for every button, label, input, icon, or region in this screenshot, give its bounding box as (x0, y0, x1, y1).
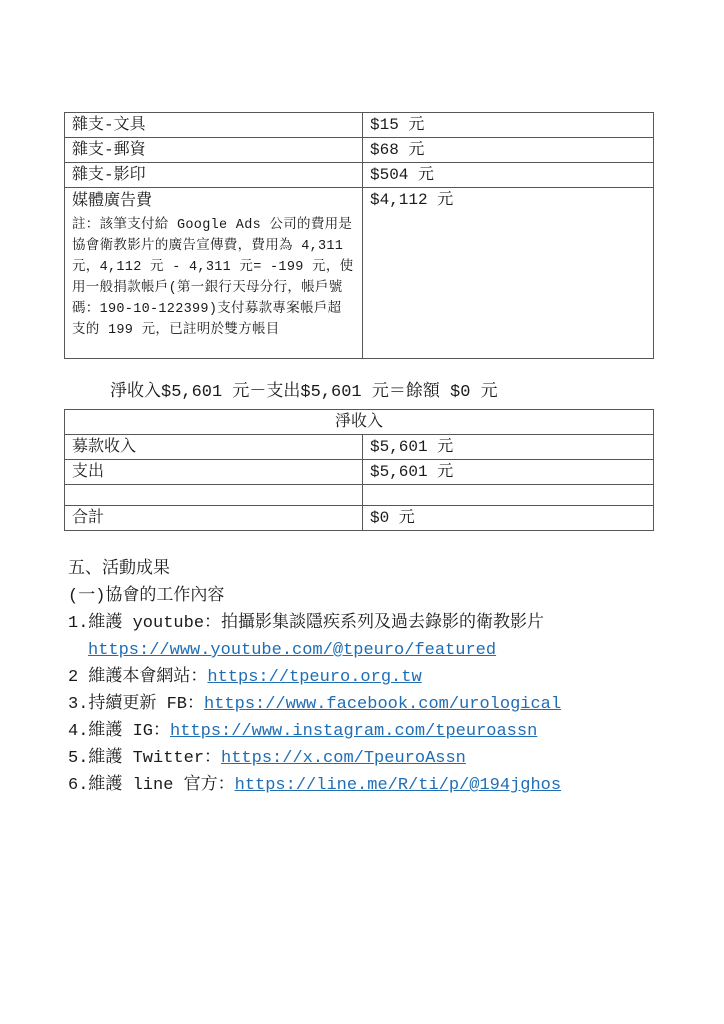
net-label-empty (65, 485, 363, 506)
table-row (65, 485, 654, 506)
net-value-empty (363, 485, 654, 506)
list-item-facebook (68, 691, 561, 718)
table-row (65, 138, 654, 163)
expense-label-copying: 雜支-影印 (65, 163, 363, 188)
expense-note-media-ads: 註：該筆支付給 Google Ads 公司的費用是協會衛教影片的廣告宣傳費，費用為 4,311 元，4,112 元 - 4,311 元= -199 元，使用一般捐款帳戶(第一銀行天母分行，帳戶號碼：190-10-122399)支付募款專案帳戶超支的 199 元，已註明於雙方帳目 (72, 218, 354, 338)
list-item-twitter-text: 5.維護 Twitter： (68, 749, 222, 768)
section-heading: 五、活動成果 (68, 560, 170, 579)
list-item-youtube (68, 610, 561, 637)
expense-value-copying: $504 元 (363, 163, 654, 188)
line-link[interactable]: https://line.me/R/ti/p/@194jghos (234, 776, 562, 795)
list-item-website-text: 2 維護本會網站： (68, 668, 208, 687)
list-item-facebook-text: 3.持續更新 FB： (68, 695, 205, 714)
net-label-donation-income: 募款收入 (65, 435, 363, 460)
list-item-website (68, 664, 561, 691)
twitter-link[interactable]: https://x.com/TpeuroAssn (221, 749, 466, 768)
expense-label-stationery: 雜支-文具 (65, 113, 363, 138)
expense-value-media-ads: $4,112 元 (363, 188, 654, 359)
expense-label-postage: 雜支-郵資 (65, 138, 363, 163)
list-item-line-official (68, 772, 561, 799)
table-row (65, 163, 654, 188)
net-income-summary-line: 淨收入$5,601 元－支出$5,601 元＝餘額 $0 元 (110, 383, 498, 402)
list-item-youtube-text: 1.維護 youtube：拍攝影集談隱疾系列及過去錄影的衛教影片 (68, 614, 545, 633)
list-item-instagram-text: 4.維護 IG： (68, 722, 171, 741)
table-row (65, 435, 654, 460)
list-item-twitter (68, 745, 561, 772)
net-label-expense: 支出 (65, 460, 363, 485)
list-item-youtube-link-line (68, 637, 561, 664)
list-item-instagram (68, 718, 561, 745)
table-row (65, 460, 654, 485)
table-row (65, 113, 654, 138)
website-link[interactable]: https://tpeuro.org.tw (207, 668, 422, 687)
expense-label-media-ads-cell (65, 188, 363, 359)
net-label-total: 合計 (65, 506, 363, 531)
net-value-donation-income: $5,601 元 (363, 435, 654, 460)
expense-value-stationery: $15 元 (363, 113, 654, 138)
youtube-link[interactable]: https://www.youtube.com/@tpeuro/featured (88, 641, 497, 660)
list-item-line-official-text: 6.維護 line 官方： (68, 776, 235, 795)
net-value-expense: $5,601 元 (363, 460, 654, 485)
table-row (65, 188, 654, 359)
table-row (65, 506, 654, 531)
facebook-link[interactable]: https://www.facebook.com/urological (204, 695, 562, 714)
section-subheading: (一)協會的工作內容 (68, 587, 225, 606)
expense-table (64, 112, 654, 359)
net-income-table-header: 淨收入 (65, 410, 654, 435)
results-section (68, 556, 561, 799)
table-row (65, 410, 654, 435)
net-value-total: $0 元 (363, 506, 654, 531)
instagram-link[interactable]: https://www.instagram.com/tpeuroassn (170, 722, 538, 741)
expense-label-media-ads: 媒體廣告費 (72, 192, 153, 210)
net-income-table (64, 409, 654, 531)
expense-value-postage: $68 元 (363, 138, 654, 163)
